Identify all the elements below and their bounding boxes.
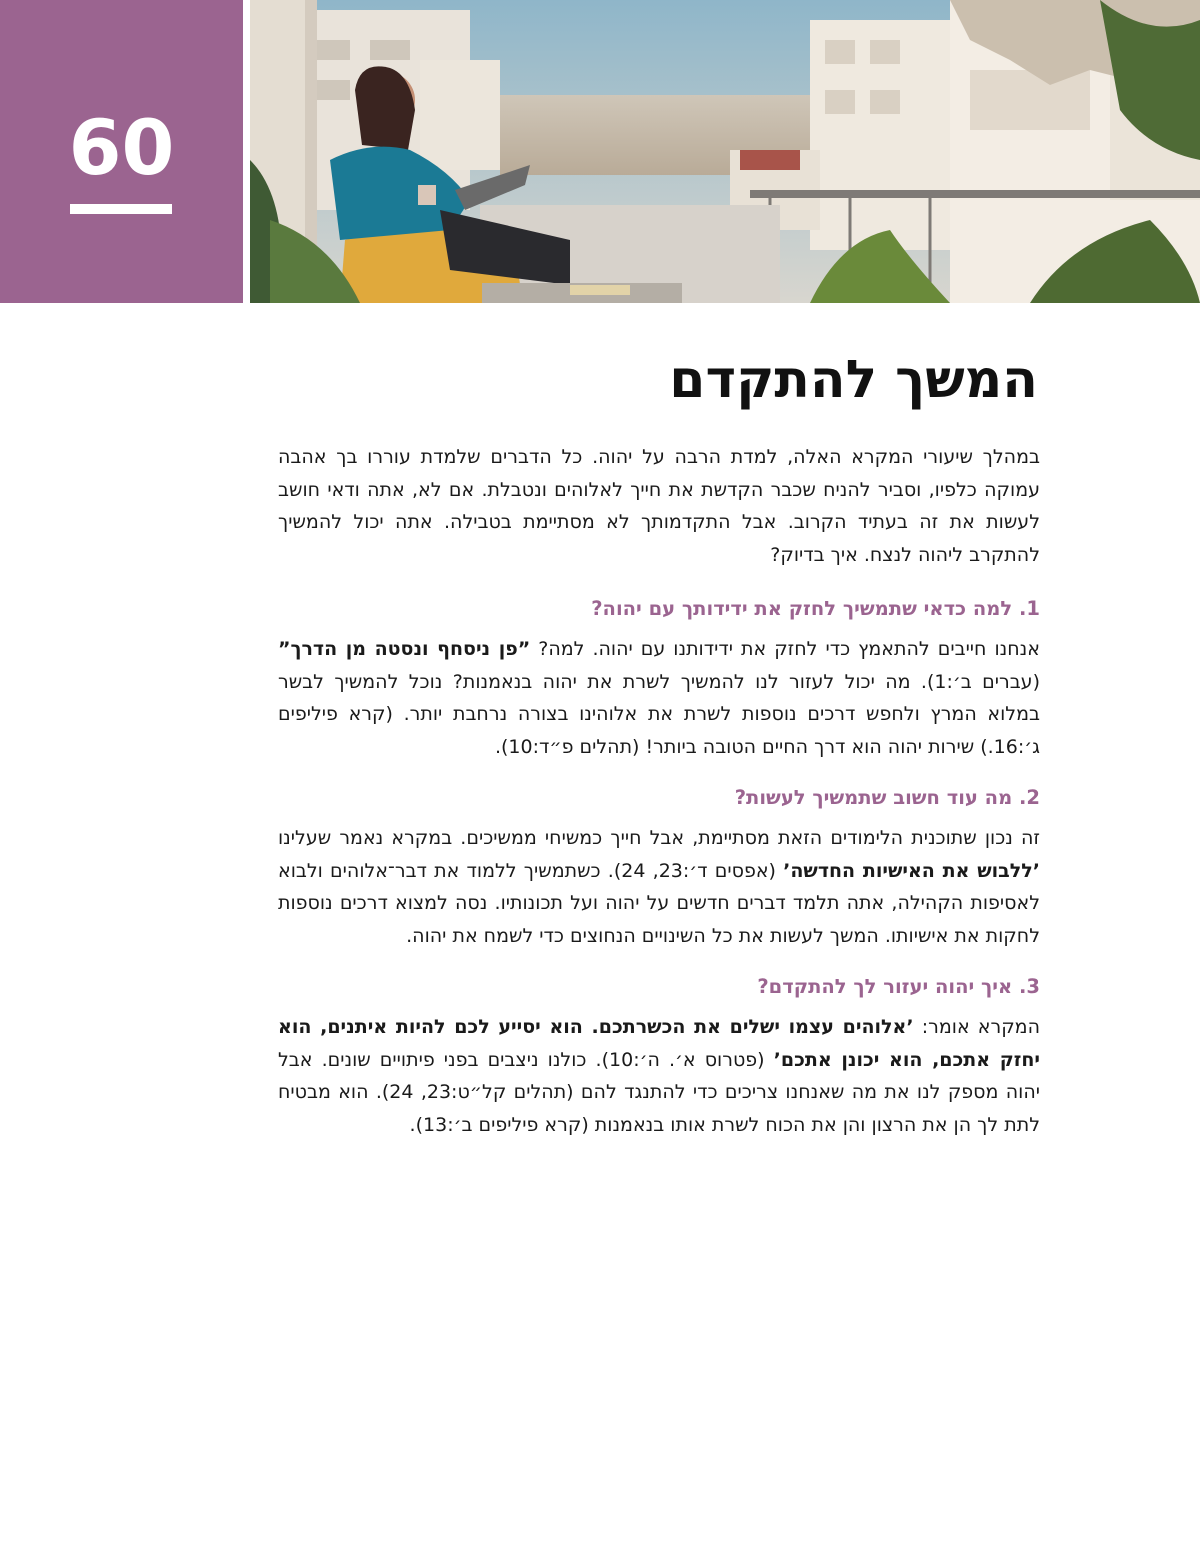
lesson-number: 60 <box>68 103 175 192</box>
question-3-number: 3. <box>1019 975 1040 998</box>
answer-3-quote: ’אלוהים עצמו ישלים את הכשרתכם. הוא יסייע לכם להיות איתנים, הוא יחזק אתכם, הוא יכונן אתכם’ <box>278 1016 1041 1071</box>
answer-2-part-1: זה נכון שתוכנית הלימודים הזאת מסתיימת, אבל חייך כמשיחי ממשיכים. במקרא נאמר שעלינו <box>278 827 1040 849</box>
answer-3-part-1: המקרא אומר: <box>913 1016 1040 1038</box>
lesson-number-underline <box>70 204 172 214</box>
intro-paragraph: במהלך שיעורי המקרא האלה, למדת הרבה על יהוה. כל הדברים שלמדת עוררו בך אהבה עמוקה כלפיו, וסביר להניח שכבר הקדשת את חייך לאלוהים ונטבלת. אם לא, אתה ודאי חושב לעשות את זה בעתיד הקרוב. אבל התקדמותך לא מסתיימת בטבילה. אתה יכול להמשיך להתקרב ליהוה לנצח. איך בדיוק? <box>278 446 1040 566</box>
question-1 <box>250 593 1040 625</box>
answer-1-part-1: אנחנו חייבים להתאמץ כדי לחזק את ידידותנו עם יהוה. למה? <box>530 638 1040 660</box>
question-1-text: למה כדאי שתמשיך לחזק את ידידותך עם יהוה? <box>591 597 1013 620</box>
woman-reading-on-balcony-photo <box>250 0 1200 303</box>
answer-2 <box>278 822 1040 952</box>
answer-2-part-2: (אפסים ד׳:23, 24). כשתמשיך ללמוד את דבר־אלוהים ולבוא לאסיפות הקהילה, אתה תלמד דברים חדשים על יהוה ועל תכונותיו. נסה למצוא דרכים נוספות לחקות את אישיותו. המשך לעשות את כל השינויים הנחוצים כדי לשמח את יהוה. <box>278 859 1040 947</box>
page-title: המשך להתקדם <box>669 350 1038 410</box>
answer-3-part-2: (פטרוס א׳. ה׳:10). כולנו ניצבים בפני פיתויים שונים. אבל יהוה מספק לנו את מה שאנחנו צריכים כדי להתנגד להם (תהלים קל״ט:23, 24). הוא מבטיח לתת לך הן את הרצון והן את הכוח לשרת אותו בנאמנות (קרא פיליפים ב׳:13). <box>278 1048 1040 1136</box>
question-2-number: 2. <box>1019 786 1040 809</box>
header-photo <box>250 0 1200 303</box>
lesson-number-badge <box>0 0 243 303</box>
answer-1 <box>278 633 1040 763</box>
question-2-text: מה עוד חשוב שתמשיך לעשות? <box>734 786 1013 809</box>
question-2 <box>250 782 1040 814</box>
answer-1-quote: ”פן ניסחף ונסטה מן הדרך” <box>278 638 531 660</box>
question-3-text: איך יהוה יעזור לך להתקדם? <box>757 975 1013 998</box>
article <box>250 303 1040 1141</box>
answer-3 <box>278 1011 1040 1141</box>
question-1-number: 1. <box>1019 597 1040 620</box>
answer-2-quote: ’ללבוש את האישיות החדשה’ <box>783 859 1040 882</box>
answer-1-part-2: (עברים ב׳:1). מה יכול לעזור לנו להמשיך לשרת את יהוה בנאמנות? נוכל להמשיך לבשר במלוא המרץ ולחפש דרכים נוספות לשרת את אלוהינו בצורה נרחבת יותר. (קרא פיליפים ג׳:16.) שירות יהוה הוא דרך החיים הטובה ביותר! (תהלים פ״ד:10). <box>278 670 1040 758</box>
question-3 <box>250 971 1040 1003</box>
